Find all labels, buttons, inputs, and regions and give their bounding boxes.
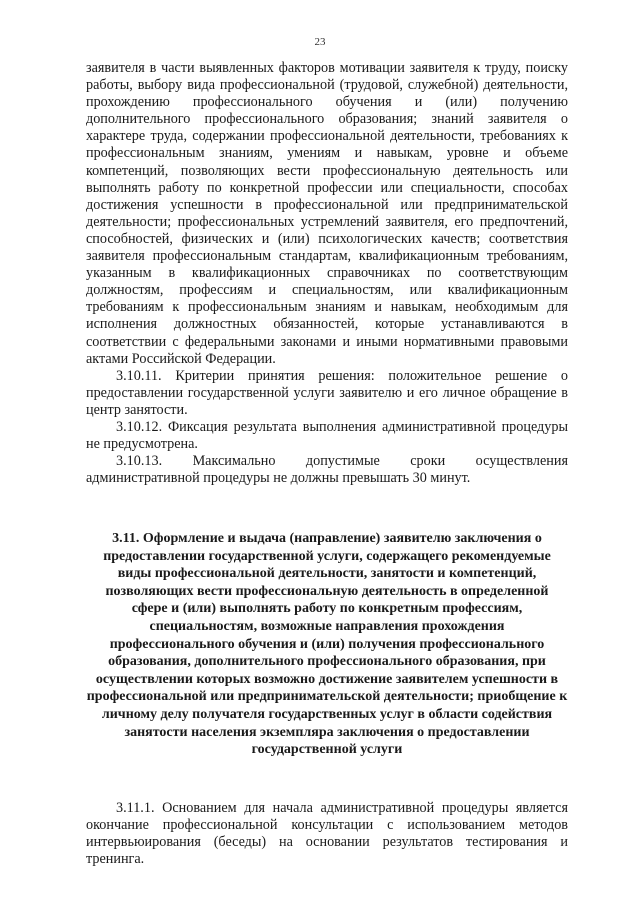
page-number: 23 (314, 36, 326, 48)
paragraph-3-10-11: 3.10.11. Критерии принятия решения: положительное решение о предоставлении государственной услуги заявителю и его личное обращение в центр занятости. (86, 367, 568, 418)
paragraph-3-11-1: 3.11.1. Основанием для начала административной процедуры является окончание профессиональной консультации с использованием методов интервьюирования (беседы) на основании результатов тестирования и тренинга. (86, 800, 568, 868)
paragraph-3-10-12: 3.10.12. Фиксация результата выполнения административной процедуры не предусмотрена. (86, 418, 568, 453)
document-tail (86, 800, 568, 868)
paragraph-3-10-13: 3.10.13. Максимально допустимые сроки осуществления административной процедуры не должны превышать 30 минут. (86, 453, 568, 487)
document-body (86, 60, 568, 487)
section-heading-3-11: 3.11. Оформление и выдача (направление) заявителю заключения о предоставлении государственной услуги, содержащего рекомендуемые виды профессиональной деятельности, занятости и компетенций, позволяющих вести профессиональную деятельность в определенной сфере и (или) выполнять работу по конкретным профессиям, специальностям, возможные направления прохождения профессионального обучения и (или) получения профессионального образования, дополнительного профессионального образования, при осуществлении которых возможно достижение заявителем успешности в профессиональной или предпринимательской деятельности; приобщение к личному делу получателя государственных услуг в области содействия занятости населения экземпляра заключения о предоставлении государственной услуги (86, 531, 568, 758)
paragraph-continuation: заявителя в части выявленных факторов мотивации заявителя к труду, поиску работы, выбору вида профессиональной (трудовой, служебной) деятельности, прохождению профессионального обучения и (или) получению дополнительного профессионального образования; знаний заявителя о характере труда, содержании профессиональной деятельности, требованиях к профессиональным знаниям, умениям и навыкам, уровне и объеме компетенций, позволяющих вести профессиональную деятельность или выполнять работу по конкретной профессии или специальности, способах достижения успешности в профессиональной или предпринимательской деятельности; профессиональных устремлений заявителя, его предпочтений, способностей, физических и (или) психологических качеств; соответствия заявителя профессиональным стандартам, квалификационным требованиям, указанным в квалификационных справочниках по соответствующим должностям, профессиям и специальностям, или квалификационным требованиям к профессиональным знаниям и навыкам, необходимым для исполнения должностных обязанностей, которые устанавливаются в соответствии с федеральными законами и иными нормативными правовыми актами Российской Федерации. (86, 60, 568, 367)
